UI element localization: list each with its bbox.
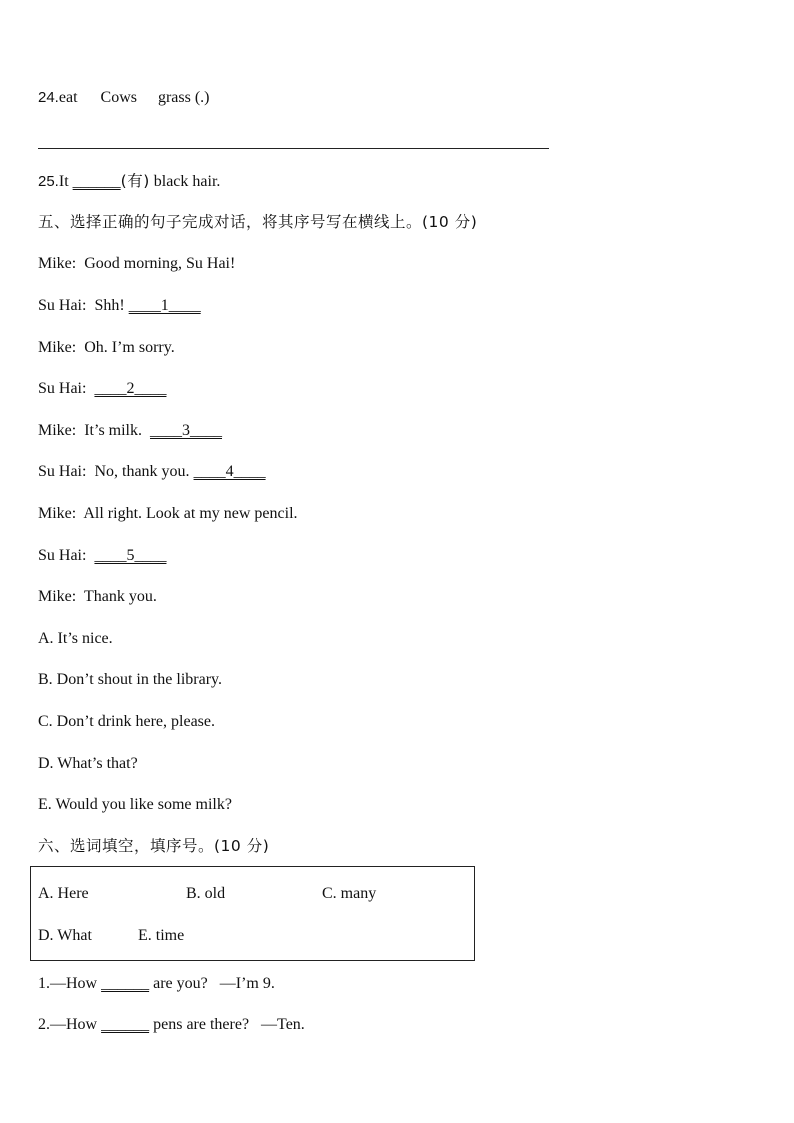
word-option-b: B. old bbox=[186, 885, 226, 902]
fill-blank[interactable]: ______ bbox=[72, 173, 121, 190]
dialogue-line bbox=[38, 296, 201, 316]
speaker: Su Hai: bbox=[38, 380, 87, 397]
dialogue-line bbox=[38, 546, 166, 566]
option-b: B. Don’t shout in the library. bbox=[38, 671, 222, 688]
question-end: are you? bbox=[153, 975, 208, 992]
speaker: Su Hai: bbox=[38, 547, 87, 564]
question-start: —How bbox=[50, 975, 98, 992]
dialogue-line bbox=[38, 504, 298, 524]
word-option-c: C. many bbox=[322, 885, 377, 902]
question-end: pens are there? bbox=[153, 1016, 250, 1033]
dialogue-text: Thank you. bbox=[83, 588, 157, 605]
speaker: Su Hai: bbox=[38, 463, 87, 480]
answer-blank-4[interactable]: ____4____ bbox=[193, 463, 266, 480]
dialogue-text: It’s milk. bbox=[84, 422, 142, 439]
question-number: 1. bbox=[38, 975, 50, 992]
question-24 bbox=[38, 88, 210, 108]
option-e: E. Would you like some milk? bbox=[38, 796, 232, 813]
answer-text: —I’m 9. bbox=[219, 975, 275, 992]
dialogue-line bbox=[38, 462, 266, 482]
question-number: 2. bbox=[38, 1016, 50, 1033]
speaker: Mike: bbox=[38, 505, 77, 522]
speaker: Mike: bbox=[38, 255, 77, 272]
speaker: Mike: bbox=[38, 588, 77, 605]
fill-question-2 bbox=[38, 1015, 305, 1035]
question-number: 25. bbox=[38, 173, 59, 190]
answer-line[interactable] bbox=[38, 148, 549, 149]
section-5-title: 五、选择正确的句子完成对话，将其序号写在横线上。(10 分) bbox=[38, 213, 478, 231]
sentence-start: It bbox=[58, 173, 69, 190]
dialogue-text: Good morning, Su Hai! bbox=[84, 255, 236, 272]
hint: (有) bbox=[120, 172, 150, 190]
speaker: Mike: bbox=[38, 339, 77, 356]
option-c: C. Don’t drink here, please. bbox=[38, 713, 215, 730]
word: eat bbox=[58, 89, 78, 106]
word-option-a: A. Here bbox=[38, 885, 89, 902]
dialogue-text: Oh. I’m sorry. bbox=[84, 339, 175, 356]
word-bank bbox=[30, 866, 475, 961]
answer-blank-2[interactable]: ____2____ bbox=[94, 380, 167, 397]
word: Cows bbox=[100, 89, 137, 106]
question-25 bbox=[38, 171, 220, 192]
question-start: —How bbox=[50, 1016, 98, 1033]
speaker: Mike: bbox=[38, 422, 77, 439]
dialogue-line bbox=[38, 254, 235, 274]
option-d: D. What’s that? bbox=[38, 755, 138, 772]
speaker: Su Hai: bbox=[38, 297, 87, 314]
answer-blank-3[interactable]: ____3____ bbox=[150, 422, 222, 439]
sentence-end: black hair. bbox=[149, 173, 221, 190]
fill-blank[interactable]: ______ bbox=[101, 1016, 150, 1033]
fill-question-1 bbox=[38, 974, 275, 994]
option-a: A. It’s nice. bbox=[38, 630, 113, 647]
dialogue-text: Shh! bbox=[94, 297, 125, 314]
dialogue-line bbox=[38, 379, 166, 399]
answer-text: —Ten. bbox=[261, 1016, 305, 1033]
word: grass (.) bbox=[157, 89, 210, 106]
word-option-d: D. What bbox=[38, 927, 92, 944]
dialogue-line bbox=[38, 587, 157, 607]
word-option-e: E. time bbox=[138, 927, 185, 944]
answer-blank-5[interactable]: ____5____ bbox=[94, 547, 167, 564]
dialogue-line bbox=[38, 338, 175, 358]
question-number: 24. bbox=[38, 89, 59, 106]
dialogue-text: No, thank you. bbox=[94, 463, 190, 480]
fill-blank[interactable]: ______ bbox=[101, 975, 150, 992]
dialogue-text: All right. Look at my new pencil. bbox=[83, 505, 298, 522]
section-6-title: 六、选词填空，填序号。(10 分) bbox=[38, 837, 270, 855]
answer-blank-1[interactable]: ____1____ bbox=[128, 297, 201, 314]
dialogue-line bbox=[38, 421, 222, 441]
